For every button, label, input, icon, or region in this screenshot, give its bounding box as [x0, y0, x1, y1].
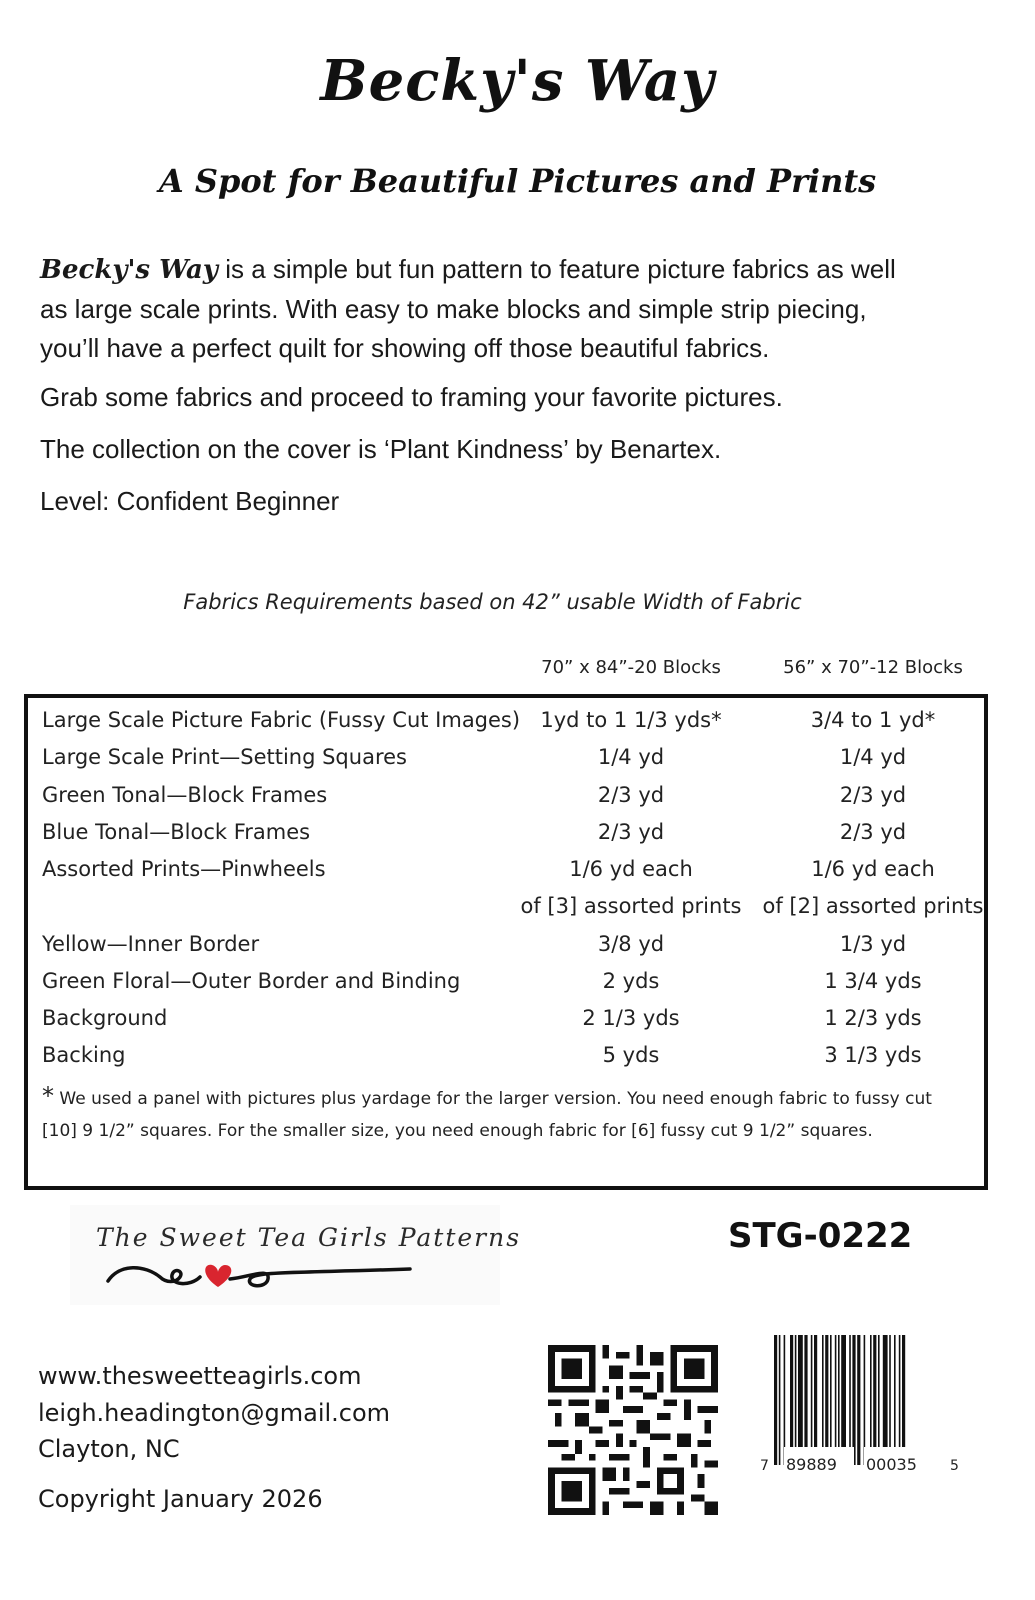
row-label: Green Floral—Outer Border and Binding	[42, 969, 461, 993]
brand-logo	[70, 1205, 522, 1305]
row-value-small: 3/4 to 1 yd*	[810, 708, 936, 732]
pattern-title: Becky's Way	[320, 48, 715, 114]
row-value-large: 2/3 yd	[597, 820, 665, 844]
grab-paragraph: Grab some fabrics and proceed to framing your favorite pictures.	[40, 382, 783, 412]
barcode-check-digit: 5	[950, 1458, 959, 1474]
row-value-small: 2/3 yd	[839, 783, 907, 807]
table-row	[28, 820, 988, 857]
footnote	[42, 1080, 982, 1147]
row-value-small: 3 1/3 yds	[824, 1043, 922, 1067]
row-value-large: 2/3 yd	[597, 783, 665, 807]
footnote-line-2: [10] 9 1/2” squares. For the smaller size, you need enough fabric for [6] fussy cut 9 1/2” squares.	[42, 1121, 873, 1141]
requirements-table	[24, 694, 988, 1190]
qr-code-icon	[548, 1345, 718, 1515]
footnote-line-1-text: We used a panel with pictures plus yardage for the larger version. You need enough fabric to fussy cut	[54, 1089, 932, 1109]
collection-paragraph: The collection on the cover is ‘Plant Kindness’ by Benartex.	[40, 434, 722, 464]
contact-location: Clayton, NC	[38, 1435, 180, 1463]
table-row	[28, 708, 988, 745]
intro-line-1	[40, 250, 980, 290]
intro-line-3: you’ll have a perfect quilt for showing off those beautiful fabrics.	[40, 333, 770, 363]
row-label: Blue Tonal—Block Frames	[42, 820, 311, 844]
row-value-small: 2/3 yd	[839, 820, 907, 844]
row-value-large: 3/8 yd	[597, 932, 665, 956]
intro-line-2: as large scale prints. With easy to make blocks and simple strip piecing,	[40, 294, 867, 324]
footnote-line-1	[42, 1080, 982, 1115]
barcode-lead-digit: 7	[760, 1458, 769, 1474]
row-value-small: 1/3 yd	[839, 932, 907, 956]
row-value-large: of [3] assorted prints	[520, 894, 742, 918]
row-value-small: of [2] assorted prints	[762, 894, 984, 918]
row-value-large: 1/6 yd each	[569, 857, 693, 881]
row-value-small: 1/4 yd	[839, 745, 907, 769]
row-label: Background	[42, 1006, 168, 1030]
level-paragraph: Level: Confident Beginner	[40, 486, 340, 516]
row-label: Green Tonal—Block Frames	[42, 783, 328, 807]
row-value-large: 1yd to 1 1/3 yds*	[540, 708, 722, 732]
table-row	[28, 932, 988, 969]
row-value-large: 5 yds	[602, 1043, 660, 1067]
heart-swirl-icon	[100, 1255, 460, 1295]
footnote-asterisk: *	[42, 1082, 54, 1110]
pattern-sku: STG-0222	[728, 1216, 913, 1256]
table-row	[28, 745, 988, 782]
row-value-small: 1/6 yd each	[811, 857, 935, 881]
intro-pattern-name: Becky's Way	[40, 255, 219, 285]
barcode-icon	[760, 1335, 970, 1475]
row-value-large: 2 1/3 yds	[582, 1006, 680, 1030]
row-label: Backing	[42, 1043, 126, 1067]
column-header-small: 56” x 70”-12 Blocks	[783, 657, 963, 678]
requirements-caption: Fabrics Requirements based on 42” usable Width of Fabric	[183, 590, 802, 614]
row-label: Assorted Prints—Pinwheels	[42, 857, 326, 881]
barcode-group-2: 00035	[866, 1455, 917, 1474]
intro-paragraph	[40, 250, 980, 368]
contact-website: www.thesweetteagirls.com	[38, 1362, 362, 1390]
column-header-large: 70” x 84”-20 Blocks	[541, 657, 721, 678]
row-value-large: 1/4 yd	[597, 745, 665, 769]
row-value-small: 1 3/4 yds	[824, 969, 922, 993]
brand-name: The Sweet Tea Girls Patterns	[96, 1223, 522, 1252]
row-label: Yellow—Inner Border	[42, 932, 260, 956]
contact-email: leigh.headington@gmail.com	[38, 1399, 391, 1427]
row-label: Large Scale Print—Setting Squares	[42, 745, 407, 769]
table-row	[28, 969, 988, 1006]
pattern-subtitle: A Spot for Beautiful Pictures and Prints	[158, 162, 877, 200]
table-row	[28, 894, 988, 931]
intro-line-1-rest: is a simple but fun pattern to feature picture fabrics as well	[218, 254, 896, 284]
table-row	[28, 783, 988, 820]
copyright-text: Copyright January 2026	[38, 1485, 323, 1513]
table-row	[28, 1043, 988, 1080]
row-value-small: 1 2/3 yds	[824, 1006, 922, 1030]
barcode-group-1: 89889	[786, 1455, 837, 1474]
row-label: Large Scale Picture Fabric (Fussy Cut Images)	[42, 708, 521, 732]
table-row	[28, 1006, 988, 1043]
table-row	[28, 857, 988, 894]
row-value-large: 2 yds	[602, 969, 660, 993]
